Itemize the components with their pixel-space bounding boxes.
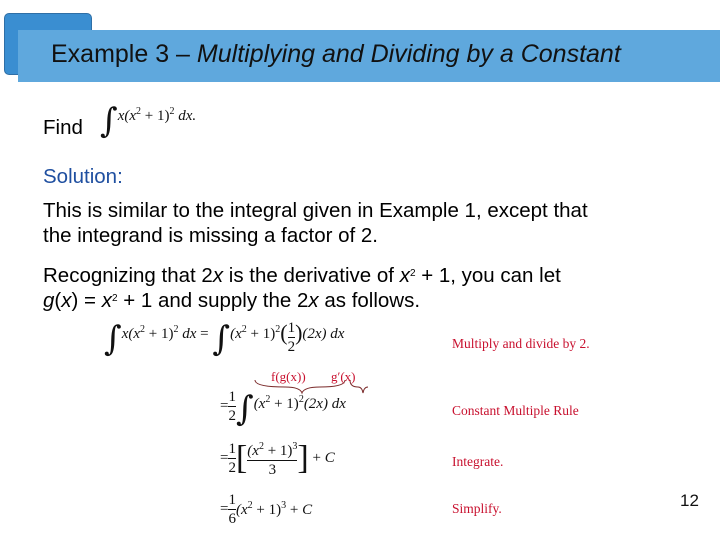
solution-label: Solution:	[43, 165, 123, 188]
step-2-note: Constant Multiple Rule	[452, 403, 579, 418]
paragraph-line-1: This is similar to the integral given in Example 1, except that	[43, 199, 588, 222]
label-f-of-g: f(g(x))	[271, 369, 306, 384]
paragraph-line-3: Recognizing that 2x is the derivative of $x^2 + 1$, you can let	[43, 264, 561, 287]
step-3-note: Integrate.	[452, 454, 504, 469]
label-g-prime: g′(x)	[331, 369, 356, 384]
paragraph-line-2: the integrand is missing a factor of 2.	[43, 224, 379, 247]
find-integral: $\int x(x^2 + 1)^2$ dx.	[100, 101, 197, 141]
paragraph-line-4: $g(x) = x^2 + 1$ and supply the 2x as follows.	[43, 289, 421, 312]
page-number: 12	[680, 491, 699, 510]
step-1-equation: $\int x(x^2 + 1)^2$ dx = $\int(x^2 + 1)^2$( $\frac{1}{2}$ )(2x) dx	[104, 319, 345, 359]
step-4-equation: = $\frac{1}{6}$ $(x^2 + 1)^3 + C$	[220, 492, 313, 527]
step-1-note: Multiply and divide by 2.	[452, 336, 590, 351]
step-4-note: Simplify.	[452, 501, 502, 516]
step-3-equation: = $\frac{1}{2}$ [ $\frac{(x^2 + 1)^3}{3}$ ] + C	[220, 439, 335, 478]
step-2-equation: = $\frac{1}{2}$ $\int(x^2 + 1)^2(2x)$ dx	[220, 389, 346, 429]
find-label: Find	[43, 116, 83, 139]
slide-title: Example 3 – Multiplying and Dividing by a Constant	[51, 40, 621, 68]
